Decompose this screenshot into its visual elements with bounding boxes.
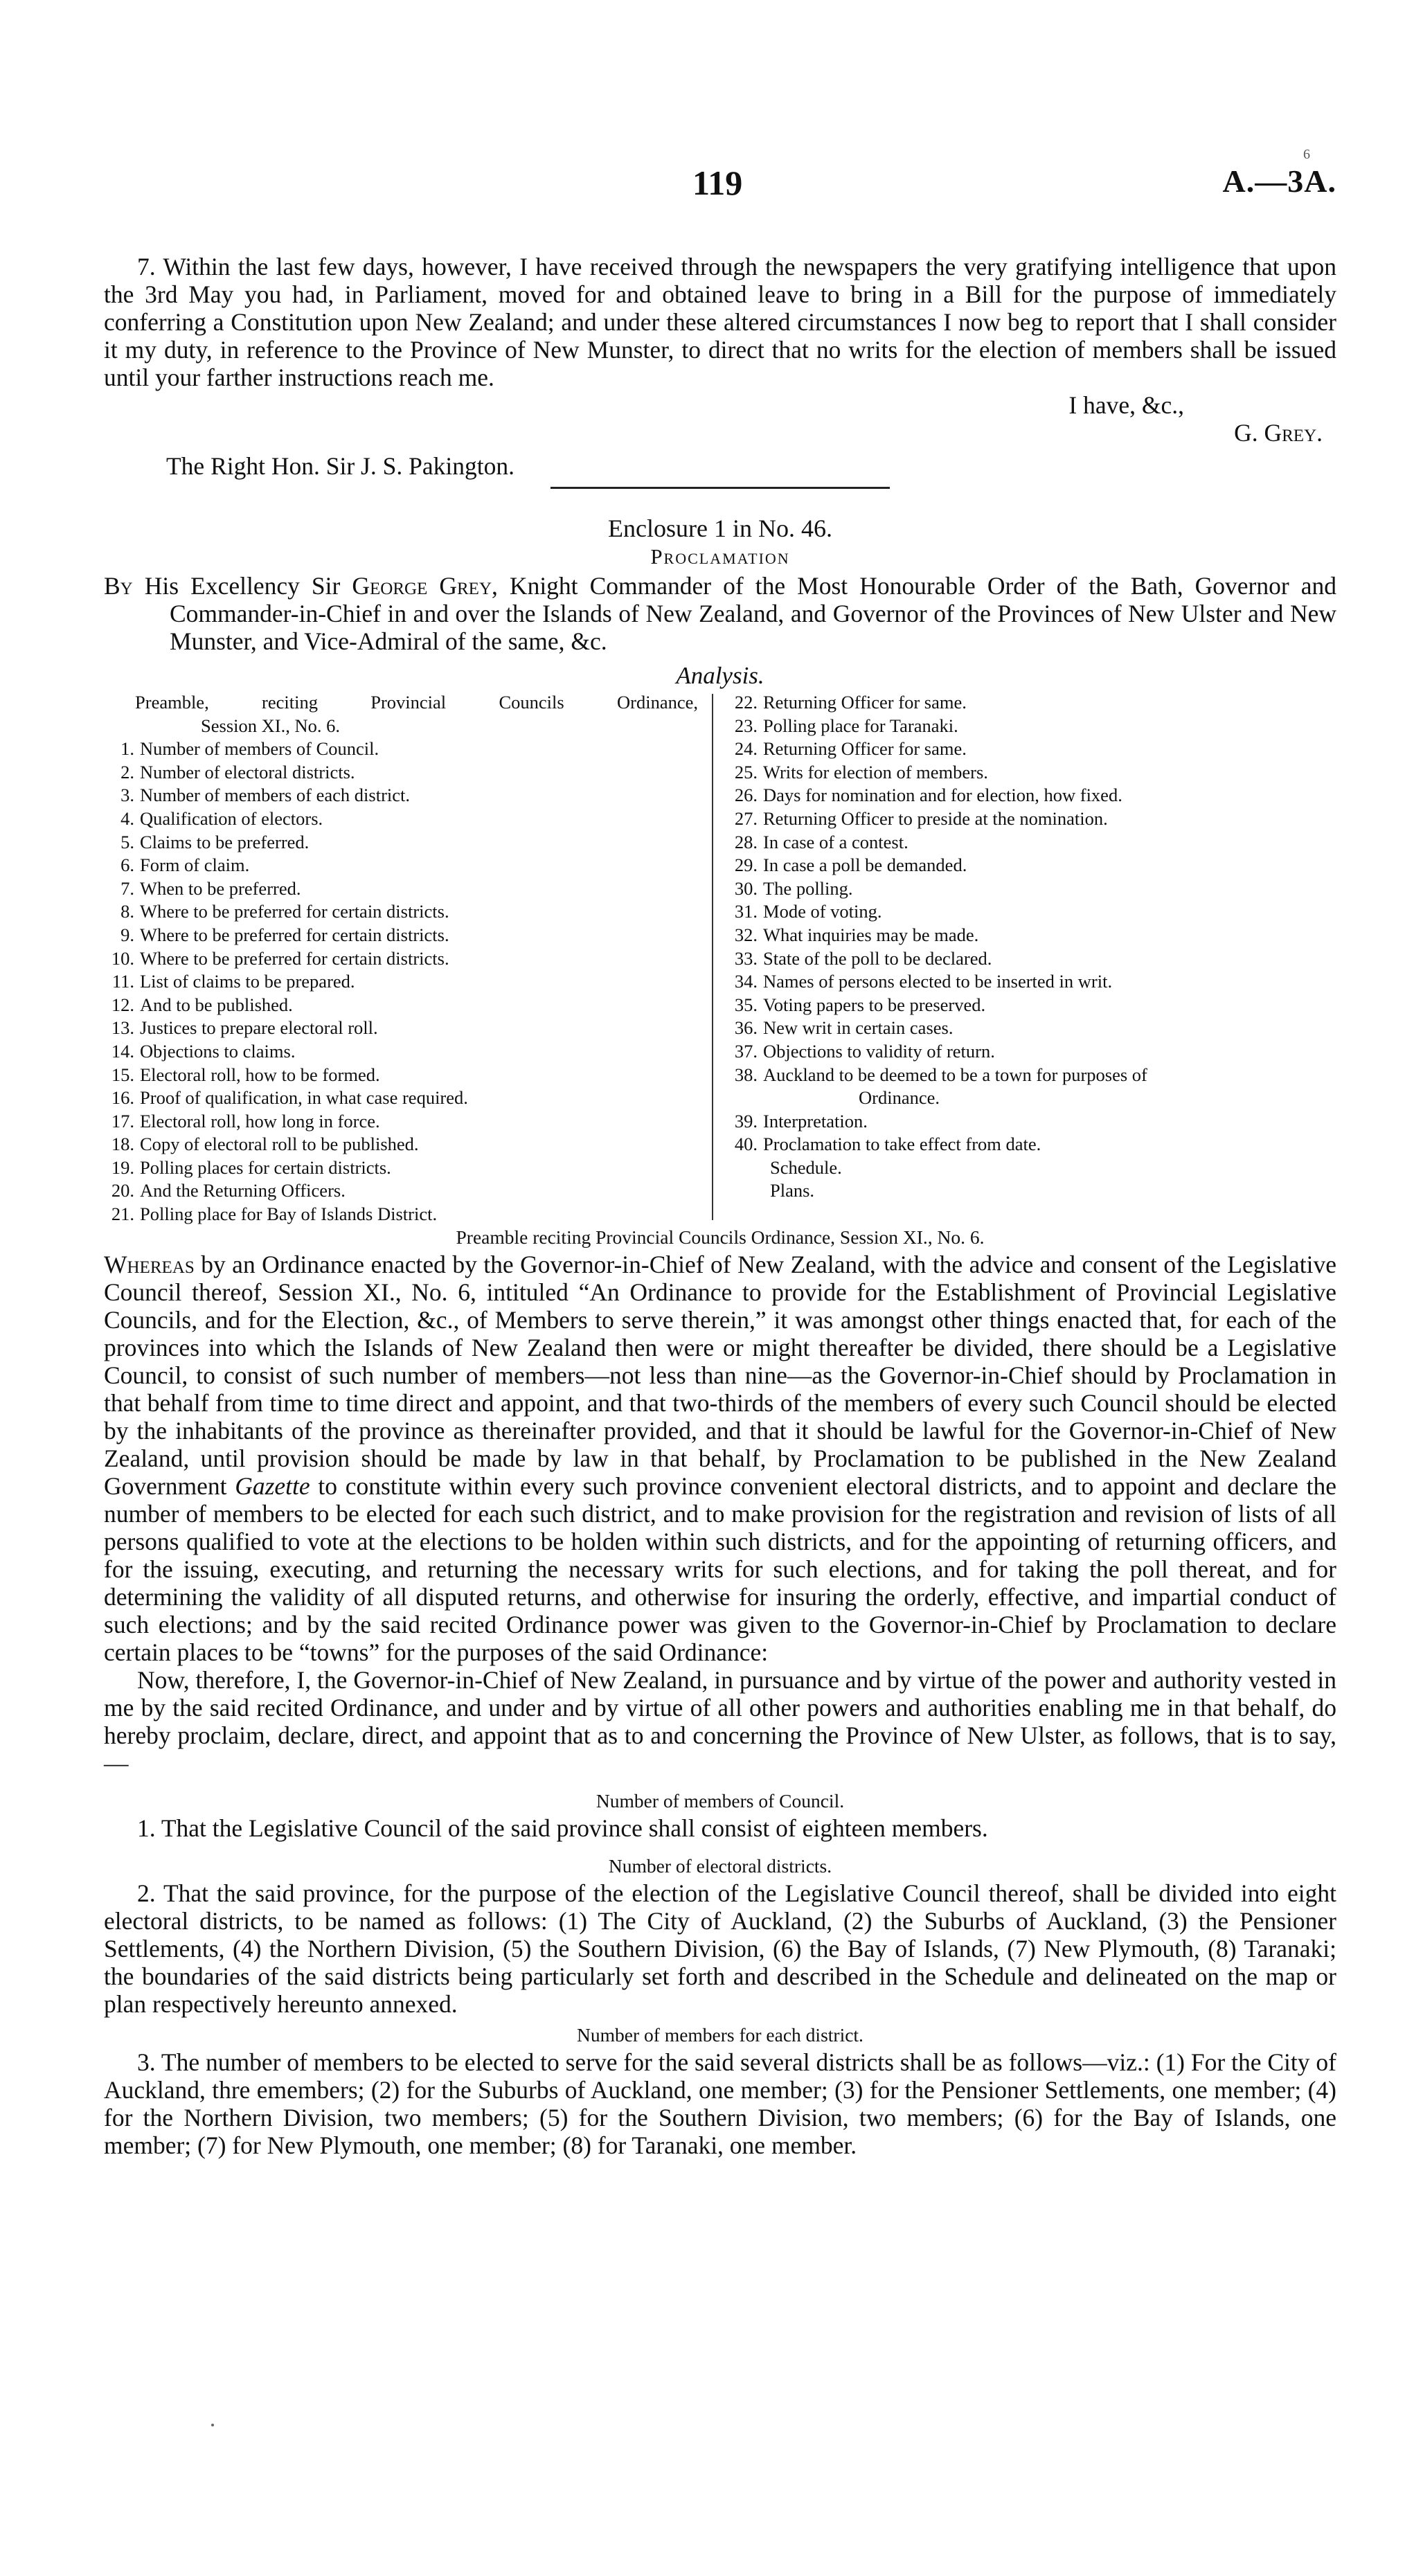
analysis-item <box>104 970 698 994</box>
now-therefore-paragraph: Now, therefore, I, the Governor-in-Chief of New Zealand, in pursuance and by virtue of the power and authority vested in me by the said recited Ordinance, and under and by virtue of all other powers and authorities enabling me in that behalf, do hereby proclaim, declare, direct, and appoint that as to and concerning the Province of New Ulster, as follows, that is to say,— <box>104 1666 1336 1777</box>
analysis-item-text: Number of members of each district. <box>140 785 411 806</box>
analysis-item <box>104 1110 698 1134</box>
analysis-item <box>727 715 1336 738</box>
page-number: 119 <box>692 163 743 202</box>
analysis-item-text: Number of members of Council. <box>140 738 379 760</box>
analysis-left-column <box>104 691 698 1226</box>
analysis-item-number: 7. <box>120 877 134 899</box>
analysis-item-number: 1. <box>120 738 134 760</box>
analysis-item <box>104 854 698 877</box>
analysis-item-text: In case a poll be demanded. <box>763 855 967 876</box>
section-divider <box>551 487 890 489</box>
analysis-preamble-session: Session XI., No. 6. <box>201 715 340 736</box>
analysis-item-text: Objections to claims. <box>140 1040 296 1062</box>
gazette-word: Gazette <box>235 1472 310 1500</box>
analysis-table <box>104 691 1336 1224</box>
analysis-item-text: And to be published. <box>140 994 293 1015</box>
analysis-item-text: Polling place for Taranaki. <box>763 715 958 736</box>
analysis-item-number: 20. <box>111 1180 134 1201</box>
analysis-item-number: 12. <box>111 994 134 1015</box>
letter-signature-block <box>104 391 1336 447</box>
analysis-item-number: 30. <box>734 877 758 899</box>
document-reference: A.—3A. <box>1222 163 1336 199</box>
analysis-item <box>727 784 1336 807</box>
analysis-item <box>104 1017 698 1040</box>
enclosure-title: Enclosure 1 in No. 46. <box>608 515 832 542</box>
analysis-item-number: 37. <box>734 1040 758 1062</box>
analysis-item <box>727 900 1336 924</box>
analysis-item <box>104 947 698 971</box>
analysis-item-text: Returning Officer to preside at the nomination. <box>763 807 1108 829</box>
ink-dot <box>211 2424 214 2426</box>
analysis-item-number: 18. <box>111 1134 134 1155</box>
analysis-item-text: Number of electoral districts. <box>140 761 355 782</box>
analysis-preamble: Preamble, reciting Provincial Councils Ordinance, <box>135 692 698 713</box>
analysis-item-number: 29. <box>734 855 758 876</box>
whereas-lead: Whereas <box>104 1251 195 1278</box>
document-page <box>104 163 1336 2159</box>
analysis-item-number: 23. <box>734 715 758 736</box>
analysis-item-text: List of claims to be prepared. <box>140 971 355 992</box>
whereas-text-2: to constitute within every such province convenient electoral districts, and to appoint and declare the number of members to be elected for each such district, and to make provision for the registration and revision of lists of all persons qualified to vote at the elections to be holden within such districts, and for the appointing of returning officers, and for the issuing, executing, and returning the necessary writs for such elections, and for taking the poll thereat, and for determining the validity of all disputed returns, and otherwise for insuring the orderly, effective, and impartial conduct of such elections; and by the said recited Ordinance power was given to the Governor-in-Chief by Proclamation to declare certain places to be “towns” for the purposes of the said Ordinance: <box>104 1472 1336 1666</box>
analysis-item-number: 34. <box>734 971 758 992</box>
analysis-item-text: Polling place for Bay of Islands District. <box>140 1204 438 1225</box>
analysis-item-number: 26. <box>734 785 758 806</box>
analysis-item-number: 32. <box>734 924 758 945</box>
analysis-item <box>727 924 1336 947</box>
by-his: His Excellency Sir <box>144 572 341 600</box>
analysis-item-text: Electoral roll, how long in force. <box>140 1110 380 1132</box>
analysis-item-text: Mode of voting. <box>763 901 882 922</box>
analysis-item <box>104 1203 698 1226</box>
analysis-item-text: Returning Officer for same. <box>763 738 967 760</box>
analysis-item-number: 36. <box>734 1017 758 1039</box>
by-lead: By <box>104 572 133 600</box>
analysis-item-number: 13. <box>111 1017 134 1039</box>
analysis-item-text: Electoral roll, how to be formed. <box>140 1064 380 1085</box>
analysis-title: Analysis. <box>676 662 764 689</box>
section-2-text: 2. That the said province, for the purpose of the election of the Legislative Council thereof, shall be divided into eight electoral districts, to be named as follows: (1) The City of Auckland, (2) the Suburbs of Auckland, (3) the Pensioner Settlements, (4) the Northern Division, (5) the Southern Division, (6) the Bay of Islands, (7) New Plymouth, (8) Taranaki; the boundaries of the said districts being particularly set forth and described in the Schedule and delineated on the map or plan respectively hereunto annexed. <box>104 1879 1336 2018</box>
analysis-item <box>104 1179 698 1203</box>
analysis-item <box>727 994 1336 1017</box>
analysis-item-text: When to be preferred. <box>140 877 301 899</box>
by-rest: , Knight Commander of the Most Honourable Order of the Bath, Governor and Commander-in-Chief in and over the Islands of New Zealand, and Governor of the Provinces of New Ulster and New Munster, and Vice-Admiral of the same, &c. <box>170 572 1336 655</box>
analysis-item-number: 38. <box>734 1064 758 1085</box>
analysis-item-number: 3. <box>120 785 134 806</box>
analysis-schedule: Schedule. <box>770 1156 842 1178</box>
analysis-item-number: 35. <box>734 994 758 1015</box>
analysis-item-text: New writ in certain cases. <box>763 1017 954 1039</box>
analysis-item-number: 15. <box>111 1064 134 1085</box>
whereas-text-1: by an Ordinance enacted by the Governor-in-Chief of New Zealand, with the advice and consent of the Legislative Council thereof, Session XI., No. 6, intituled “An Ordinance to provide for the Establishment of Provincial Legislative Councils, and for the Election, &c., of Members to serve therein,” it was amongst other things enacted that, for each of the provinces into which the Islands of New Zealand then were or might thereafter be divided, there should be a Legislative Council, to consist of such number of members—not less than nine—as the Governor-in-Chief should by Proclamation in that behalf from time to time direct and appoint, and that two-thirds of the members of every such Council should be elected by the inhabitants of the province as thereinafter provided, and that it should be lawful for the Governor-in-Chief of New Zealand, until provision should be made by law in that behalf, by Proclamation to be published in the New Zealand Government <box>104 1251 1336 1500</box>
analysis-item-number: 39. <box>734 1110 758 1132</box>
analysis-item-text: And the Returning Officers. <box>140 1180 346 1201</box>
analysis-right-column <box>727 691 1336 1203</box>
analysis-item-number: 5. <box>120 831 134 852</box>
analysis-item <box>727 1110 1336 1134</box>
analysis-item-text: Days for nomination and for election, how fixed. <box>763 785 1122 806</box>
analysis-item <box>727 970 1336 994</box>
analysis-item <box>727 1064 1336 1087</box>
analysis-item-text: State of the poll to be declared. <box>763 947 992 969</box>
analysis-item-number: 16. <box>111 1087 134 1109</box>
analysis-item-number: 4. <box>120 807 134 829</box>
analysis-item-number: 10. <box>111 947 134 969</box>
analysis-item <box>727 831 1336 855</box>
analysis-item <box>727 1040 1336 1064</box>
analysis-item <box>104 1086 698 1110</box>
analysis-item-text: Polling places for certain districts. <box>140 1156 391 1178</box>
letter-closing: I have, &c., <box>1068 391 1184 419</box>
whereas-paragraph <box>104 1251 1336 1666</box>
analysis-item-number: 25. <box>734 761 758 782</box>
analysis-item-number: 8. <box>120 901 134 922</box>
analysis-item-text: Voting papers to be preserved. <box>763 994 986 1015</box>
analysis-item <box>104 1133 698 1156</box>
governor-name: George Grey <box>352 572 492 600</box>
analysis-plans: Plans. <box>770 1180 815 1201</box>
analysis-item <box>727 877 1336 901</box>
analysis-item-number: 21. <box>111 1204 134 1225</box>
analysis-item-number: 17. <box>111 1110 134 1132</box>
analysis-item-text: The polling. <box>763 877 853 899</box>
analysis-item-number: 40. <box>734 1134 758 1155</box>
analysis-item-text: Objections to validity of return. <box>763 1040 995 1062</box>
preamble-marginal-heading: Preamble reciting Provincial Councils Ordinance, Session XI., No. 6. <box>456 1226 985 1248</box>
analysis-item-number: 19. <box>111 1156 134 1178</box>
section-1-heading: Number of members of Council. <box>596 1790 845 1812</box>
analysis-item-number: 28. <box>734 831 758 852</box>
analysis-item <box>727 691 1336 715</box>
analysis-item <box>104 761 698 785</box>
section-1-text: 1. That the Legislative Council of the said province shall consist of eighteen members. <box>137 1814 988 1842</box>
analysis-item <box>104 807 698 831</box>
ink-mark: 6 <box>1303 147 1310 162</box>
analysis-item <box>104 831 698 855</box>
analysis-item-text: Proof of qualification, in what case required. <box>140 1087 468 1109</box>
analysis-item-text: Names of persons elected to be inserted in writ. <box>763 971 1113 992</box>
analysis-item-text: Where to be preferred for certain districts. <box>140 901 449 922</box>
analysis-item-text: Interpretation. <box>763 1110 868 1132</box>
analysis-item-text: What inquiries may be made. <box>763 924 979 945</box>
analysis-item-number: 11. <box>111 971 134 992</box>
analysis-item-number: 22. <box>734 692 758 713</box>
analysis-item-text: Claims to be preferred. <box>140 831 310 852</box>
column-divider <box>712 694 713 1220</box>
proclamation-heading: Proclamation <box>650 544 790 569</box>
analysis-item <box>727 947 1336 971</box>
analysis-item-number: 6. <box>120 855 134 876</box>
analysis-item-continuation: Ordinance. <box>859 1087 940 1109</box>
section-3-text: 3. The number of members to be elected to serve for the said several districts shall be as follows—viz.: (1) For the City of Auckland, thre emembers; (2) for the Suburbs of Auckland, one member; (3) for the Pensioner Settlements, one member; (4) for the Northern Division, two members; (5) for the Southern Division, two members; (6) for the Bay of Islands, one member; (7) for New Plymouth, one member; (8) for Taranaki, one member. <box>104 2048 1336 2159</box>
analysis-item-text: Auckland to be deemed to be a town for purposes of <box>763 1064 1147 1085</box>
analysis-item-text: Where to be preferred for certain districts. <box>140 924 449 945</box>
analysis-item <box>104 737 698 761</box>
analysis-item <box>727 737 1336 761</box>
analysis-item-text: Where to be preferred for certain districts. <box>140 947 449 969</box>
analysis-item-text: Justices to prepare electoral roll. <box>140 1017 378 1039</box>
analysis-item-text: Returning Officer for same. <box>763 692 967 713</box>
analysis-item <box>727 854 1336 877</box>
analysis-item <box>104 1064 698 1087</box>
section-2-heading: Number of electoral districts. <box>608 1855 832 1877</box>
analysis-item-number: 24. <box>734 738 758 760</box>
analysis-item <box>104 1156 698 1180</box>
analysis-item <box>104 1040 698 1064</box>
analysis-item-text: Qualification of electors. <box>140 807 323 829</box>
analysis-item <box>104 784 698 807</box>
proclamation-intro <box>104 572 1336 655</box>
analysis-item-text: In case of a contest. <box>763 831 909 852</box>
analysis-item <box>104 924 698 947</box>
analysis-item-number: 14. <box>111 1040 134 1062</box>
analysis-item <box>727 1133 1336 1156</box>
analysis-item <box>104 994 698 1017</box>
analysis-item-number: 2. <box>120 761 134 782</box>
analysis-item-text: Writs for election of members. <box>763 761 988 782</box>
analysis-item-text: Proclamation to take effect from date. <box>763 1134 1041 1155</box>
analysis-item <box>727 1017 1336 1040</box>
analysis-item <box>727 807 1336 831</box>
analysis-item-text: Copy of electoral roll to be published. <box>140 1134 419 1155</box>
page-header <box>104 163 1336 218</box>
analysis-item-number: 9. <box>120 924 134 945</box>
analysis-item-text: Form of claim. <box>140 855 250 876</box>
analysis-item <box>104 900 698 924</box>
letter-recipient: The Right Hon. Sir J. S. Pakington. <box>166 452 514 480</box>
analysis-item <box>104 877 698 901</box>
letter-signature: G. Grey. <box>1234 419 1323 447</box>
analysis-item-number: 31. <box>734 901 758 922</box>
analysis-item <box>727 761 1336 785</box>
analysis-item-number: 27. <box>734 807 758 829</box>
letter-paragraph-7: 7. Within the last few days, however, I have received through the newspapers the very gratifying intelligence that upon the 3rd May you had, in Parliament, moved for and obtained leave to bring in a Bill for the purpose of immediately conferring a Constitution upon New Zealand; and under these altered circumstances I now beg to report that I shall consider it my duty, in reference to the Province of New Munster, to direct that no writs for the election of members shall be issued until your farther instructions reach me. <box>104 253 1336 391</box>
analysis-item-number: 33. <box>734 947 758 969</box>
section-3-heading: Number of members for each district. <box>577 2024 863 2046</box>
